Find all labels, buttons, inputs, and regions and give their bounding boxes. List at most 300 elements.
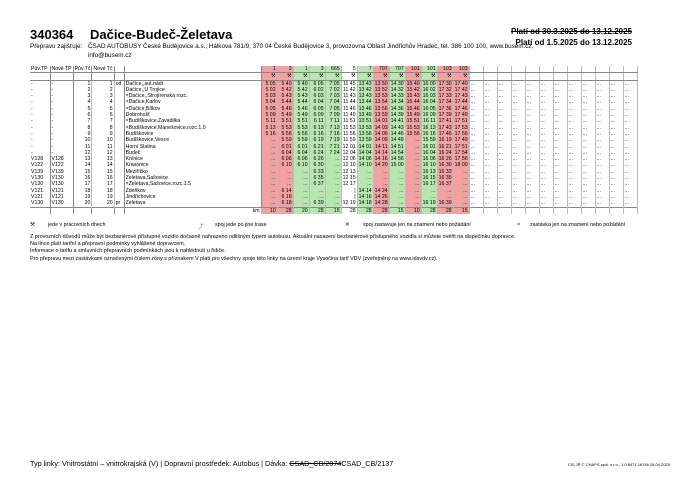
arr-dep-mark: od bbox=[114, 80, 124, 87]
departure-time: 12 13 bbox=[342, 168, 356, 175]
departure-time: 14 24 bbox=[374, 187, 388, 194]
departure-time: 6 21 bbox=[309, 144, 325, 150]
col-header: Pův.TP bbox=[30, 66, 50, 73]
empty-column: ... bbox=[567, 200, 581, 207]
empty-column: ... bbox=[567, 87, 581, 93]
departure-time: 11 44 bbox=[342, 99, 356, 106]
blank-cell bbox=[73, 207, 92, 214]
empty-column: ... bbox=[595, 156, 609, 162]
stop-name: Zdeňkov bbox=[124, 188, 261, 194]
empty-column: ... bbox=[595, 162, 609, 168]
empty-column: ... bbox=[497, 150, 511, 156]
empty-column: ... bbox=[553, 200, 567, 207]
empty-column: ... bbox=[609, 194, 623, 200]
empty-column: ... bbox=[469, 156, 483, 162]
departure-time: 17 44 bbox=[454, 99, 468, 106]
departure-time: ... bbox=[405, 169, 421, 175]
empty-column: ... bbox=[469, 93, 483, 99]
empty-column: ... bbox=[581, 137, 595, 143]
empty-column: ... bbox=[553, 162, 567, 168]
empty-column: ... bbox=[539, 93, 553, 99]
departure-time: ... bbox=[405, 188, 421, 194]
zone-old: - bbox=[30, 137, 50, 143]
blank-cell bbox=[114, 66, 124, 73]
departure-time: ... bbox=[325, 181, 341, 187]
stop-index-old: 11 bbox=[73, 144, 92, 150]
departure-time: ... bbox=[405, 144, 421, 150]
departure-time: 11 51 bbox=[342, 118, 356, 125]
empty-column: ... bbox=[567, 131, 581, 137]
empty-column: ... bbox=[539, 162, 553, 168]
km-row bbox=[30, 207, 637, 214]
empty-column: ... bbox=[553, 131, 567, 137]
empty-column: ... bbox=[483, 150, 497, 156]
stop-index-new: 1 bbox=[92, 80, 114, 87]
col-header: Pův.Tč bbox=[74, 66, 91, 72]
carrier-info bbox=[30, 42, 630, 60]
departure-time: 16 35 bbox=[438, 175, 452, 182]
empty-column: ... bbox=[609, 93, 623, 99]
departure-time: 17 43 bbox=[438, 124, 452, 131]
departure-time: 5 46 bbox=[293, 106, 309, 112]
empty-column: ... bbox=[539, 150, 553, 156]
empty-column bbox=[567, 66, 581, 73]
legend-request-trip: spoj zastavuje jen na znamení nebo požádání bbox=[363, 222, 471, 228]
empty-column: ... bbox=[483, 144, 497, 150]
header-row bbox=[30, 66, 637, 73]
footer-prefix: Typ linky: Vnitrostátní – vnitrokrajská (V) | Dopravní prostředek: Autobus | Dávka: bbox=[30, 459, 290, 468]
departure-time: 5 09 bbox=[261, 112, 277, 118]
departure-time: 5 46 bbox=[277, 106, 293, 112]
empty-column: ... bbox=[525, 131, 539, 137]
empty-column: ... bbox=[469, 169, 483, 175]
empty-column bbox=[469, 66, 483, 73]
empty-column: ... bbox=[511, 137, 525, 143]
departure-time: 11 56 bbox=[342, 130, 356, 137]
stop-index-old: 12 bbox=[73, 150, 92, 156]
blank-cell bbox=[50, 207, 73, 214]
empty-column: ... bbox=[539, 131, 553, 137]
departure-time: ... bbox=[261, 162, 277, 168]
empty-column: ... bbox=[595, 137, 609, 143]
departure-time: 6 05 bbox=[309, 80, 325, 87]
empty-column: ... bbox=[581, 99, 595, 105]
departure-time: 6 30 bbox=[309, 162, 325, 168]
departure-time: 7 02 bbox=[325, 87, 341, 93]
empty-column: ... bbox=[497, 106, 511, 112]
empty-column: ... bbox=[623, 156, 637, 162]
stop-name: Jindřichovice bbox=[124, 194, 261, 200]
empty-column: ... bbox=[511, 106, 525, 112]
empty-column: ... bbox=[469, 87, 483, 93]
empty-column bbox=[609, 66, 623, 73]
departure-time: 5 59 bbox=[277, 137, 293, 143]
stop-index-new: 10 bbox=[92, 137, 114, 143]
departure-time: 17 46 bbox=[454, 105, 468, 112]
zone-new: - bbox=[50, 125, 73, 131]
zone-new: V130 bbox=[50, 175, 73, 181]
empty-column: ... bbox=[623, 194, 637, 200]
empty-column bbox=[511, 207, 525, 214]
empty-column: ... bbox=[553, 175, 567, 181]
empty-column: ... bbox=[539, 80, 553, 87]
departure-time: 14 01 bbox=[374, 118, 388, 125]
empty-column bbox=[609, 207, 623, 214]
empty-column: ... bbox=[525, 156, 539, 162]
empty-column: ... bbox=[483, 194, 497, 200]
departure-time: 16 10 bbox=[422, 162, 436, 169]
stop-index-new: 9 bbox=[92, 131, 114, 137]
empty-column: ... bbox=[581, 93, 595, 99]
stop-name: Želetava,Šašovice bbox=[124, 175, 261, 181]
empty-column: ... bbox=[497, 112, 511, 118]
departure-time: ... bbox=[261, 194, 277, 200]
empty-column: ... bbox=[567, 188, 581, 194]
empty-column: ... bbox=[553, 99, 567, 105]
zone-old: - bbox=[30, 99, 50, 105]
empty-column bbox=[553, 207, 567, 214]
km-value: 28 bbox=[309, 207, 325, 214]
departure-time: 11 46 bbox=[342, 105, 356, 112]
departure-time: 14 56 bbox=[390, 156, 404, 163]
validity-old: Platí od 30.3.2025 do 13.12.2025 bbox=[511, 27, 632, 36]
departure-time: ... bbox=[453, 181, 469, 187]
stop-index-new: 20 bbox=[92, 200, 114, 207]
empty-column: ... bbox=[567, 150, 581, 156]
empty-column: ... bbox=[469, 118, 483, 124]
empty-column bbox=[497, 66, 511, 73]
departure-time: ... bbox=[261, 156, 277, 162]
empty-column: ... bbox=[567, 99, 581, 105]
trip-number: 665 bbox=[325, 66, 341, 73]
empty-column: ... bbox=[497, 125, 511, 131]
stop-index-old: 16 bbox=[73, 175, 92, 181]
empty-column: ... bbox=[609, 80, 623, 87]
zone-old: V121 bbox=[30, 188, 50, 194]
empty-column: ... bbox=[483, 125, 497, 131]
stop-index-old: 19 bbox=[73, 194, 92, 200]
departure-time: 15 56 bbox=[406, 130, 420, 137]
empty-column: ... bbox=[483, 181, 497, 187]
departure-time: 7 09 bbox=[325, 112, 341, 118]
stop-index-new: 7 bbox=[92, 118, 114, 124]
empty-column: ... bbox=[609, 118, 623, 124]
empty-column: ... bbox=[581, 181, 595, 187]
zone-old: - bbox=[30, 144, 50, 150]
empty-column: ... bbox=[623, 118, 637, 124]
stop-name: Budíškovice,Vesce bbox=[124, 137, 261, 143]
departure-time: 15 46 bbox=[406, 105, 420, 112]
zone-new: V121 bbox=[50, 188, 73, 194]
departure-time: 5 56 bbox=[293, 131, 309, 137]
departure-time: 14 14 bbox=[358, 187, 372, 194]
empty-column: ... bbox=[595, 93, 609, 99]
empty-column: ... bbox=[525, 112, 539, 118]
departure-time: ... bbox=[453, 169, 469, 175]
departure-time: 17 40 bbox=[454, 80, 468, 87]
empty-column: ... bbox=[539, 99, 553, 105]
departure-time: 14 11 bbox=[374, 143, 388, 150]
line-name: Dačice-Budeč-Želetava bbox=[90, 27, 233, 42]
empty-column: ... bbox=[553, 112, 567, 118]
km-value: 28 bbox=[373, 207, 389, 214]
empty-column: ... bbox=[525, 93, 539, 99]
empty-column: ... bbox=[483, 137, 497, 143]
departure-time: 17 41 bbox=[438, 118, 452, 125]
trip-number: 3 bbox=[277, 66, 293, 73]
departure-time: 12 15 bbox=[342, 175, 356, 182]
empty-column: ... bbox=[609, 106, 623, 112]
departure-time: 6 16 bbox=[277, 194, 293, 200]
departure-time: ... bbox=[405, 181, 421, 187]
zone-new: - bbox=[50, 131, 73, 137]
empty-column: ... bbox=[567, 169, 581, 175]
departure-time: 12 01 bbox=[342, 143, 356, 150]
departure-time: 7 11 bbox=[325, 118, 341, 124]
departure-time: 16 13 bbox=[422, 124, 436, 131]
departure-time: 6 10 bbox=[293, 162, 309, 168]
empty-column: ... bbox=[511, 150, 525, 156]
stop-index-old: 1 bbox=[73, 80, 92, 87]
notes bbox=[30, 234, 670, 263]
departure-time: 6 04 bbox=[293, 150, 309, 156]
stop-index-old: 17 bbox=[73, 181, 92, 187]
departure-time: 14 49 bbox=[390, 137, 404, 144]
departure-time: 5 42 bbox=[277, 87, 293, 93]
carrier-label: Přepravu zajišťuje: bbox=[30, 43, 83, 50]
departure-time: 15 44 bbox=[406, 99, 420, 106]
departure-time: | bbox=[341, 188, 357, 194]
empty-column: ... bbox=[567, 175, 581, 181]
departure-time: 14 06 bbox=[374, 130, 388, 137]
departure-time: ... bbox=[421, 194, 437, 200]
empty-column: ... bbox=[567, 112, 581, 118]
departure-time: ... bbox=[373, 169, 389, 175]
departure-time: 16 15 bbox=[422, 175, 436, 182]
km-value: 28 bbox=[277, 207, 293, 214]
zone-old: - bbox=[30, 150, 50, 156]
workday-icon: ⚒ bbox=[309, 73, 325, 80]
departure-time: 6 10 bbox=[277, 162, 293, 168]
empty-column: ... bbox=[567, 106, 581, 112]
note: Informace o tarifu a smluvních přepravních podmínkách jsou k nahlédnutí u řidiče. bbox=[30, 248, 226, 255]
departure-time: 6 35 bbox=[309, 175, 325, 181]
empty-column: ... bbox=[469, 112, 483, 118]
empty-column: ... bbox=[553, 156, 567, 162]
empty-column: ... bbox=[469, 80, 483, 87]
departure-time: ... bbox=[293, 169, 309, 175]
empty-column: ... bbox=[497, 87, 511, 93]
departure-time: 7 24 bbox=[325, 150, 341, 156]
empty-column: ... bbox=[623, 80, 637, 87]
validity-new: Platí od 1.5.2025 do 13.12.2025 bbox=[515, 38, 632, 47]
zone-new: - bbox=[50, 87, 73, 93]
empty-column: ... bbox=[581, 162, 595, 168]
stop-name: Dačice,,U Trojice bbox=[124, 87, 261, 93]
empty-column bbox=[539, 73, 553, 80]
empty-column: ... bbox=[623, 150, 637, 156]
departure-time: 5 43 bbox=[277, 93, 293, 99]
blank-cell bbox=[92, 207, 114, 214]
empty-column: ... bbox=[553, 169, 567, 175]
empty-column: ... bbox=[511, 175, 525, 181]
empty-column: ... bbox=[581, 131, 595, 137]
col-header: Nové TP bbox=[51, 66, 72, 72]
empty-column: ... bbox=[497, 156, 511, 162]
departure-time: 14 33 bbox=[390, 93, 404, 100]
empty-column bbox=[511, 66, 525, 73]
departure-time: ... bbox=[405, 194, 421, 200]
empty-column: ... bbox=[483, 162, 497, 168]
departure-time: 5 40 bbox=[293, 80, 309, 87]
empty-column: ... bbox=[511, 200, 525, 207]
empty-column: ... bbox=[525, 144, 539, 150]
departure-time: ... bbox=[453, 200, 469, 207]
empty-column: ... bbox=[511, 181, 525, 187]
departure-time: 5 44 bbox=[293, 99, 309, 105]
empty-column: ... bbox=[553, 181, 567, 187]
zone-new: - bbox=[50, 112, 73, 118]
departure-time: 17 30 bbox=[438, 80, 452, 87]
departure-time: 5 51 bbox=[277, 118, 293, 124]
stop-name: ×Dačice,,Strojírenská rozc. bbox=[124, 93, 261, 99]
empty-column: ... bbox=[581, 194, 595, 200]
trip-number: 1 bbox=[293, 66, 309, 73]
departure-time: ... bbox=[325, 200, 341, 207]
empty-column: ... bbox=[609, 162, 623, 168]
departure-time: 15 59 bbox=[422, 137, 436, 144]
departure-time: 12 17 bbox=[342, 181, 356, 188]
departure-time: ... bbox=[293, 188, 309, 194]
empty-column: ... bbox=[595, 80, 609, 87]
empty-column: ... bbox=[623, 181, 637, 187]
empty-column bbox=[497, 73, 511, 80]
empty-column: ... bbox=[553, 118, 567, 124]
empty-column: ... bbox=[483, 200, 497, 207]
departure-time: 16 24 bbox=[438, 149, 452, 156]
departure-time: ... bbox=[405, 162, 421, 168]
departure-time: ... bbox=[277, 169, 293, 175]
departure-time: ... bbox=[325, 162, 341, 168]
empty-column: ... bbox=[581, 150, 595, 156]
empty-column: ... bbox=[539, 144, 553, 150]
empty-column: ... bbox=[469, 131, 483, 137]
footer bbox=[30, 459, 393, 468]
departure-time: 16 01 bbox=[422, 143, 436, 150]
stop-index-old: 2 bbox=[73, 87, 92, 93]
empty-column bbox=[483, 66, 497, 73]
departure-time: 13 59 bbox=[358, 137, 372, 144]
empty-column: ... bbox=[581, 125, 595, 131]
departure-time: ... bbox=[261, 200, 277, 207]
departure-time: 11 45 bbox=[342, 80, 356, 87]
departure-time: 14 16 bbox=[374, 156, 388, 163]
empty-column: ... bbox=[595, 188, 609, 194]
empty-column: ... bbox=[609, 87, 623, 93]
empty-column: ... bbox=[525, 80, 539, 87]
carrier-line2: info@busem.cz bbox=[88, 52, 132, 59]
zone-new: - bbox=[50, 137, 73, 143]
request-stop-icon: × bbox=[517, 222, 521, 228]
departure-time: 13 46 bbox=[358, 105, 372, 112]
blank-cell bbox=[73, 73, 92, 80]
departure-time: 16 33 bbox=[438, 168, 452, 175]
zone-new: V121 bbox=[50, 194, 73, 200]
stop-index-old: 10 bbox=[73, 137, 92, 143]
empty-column: ... bbox=[525, 188, 539, 194]
departure-time: 5 56 bbox=[277, 131, 293, 137]
departure-time: ... bbox=[453, 175, 469, 181]
departure-time: 7 03 bbox=[325, 93, 341, 99]
empty-column: ... bbox=[497, 137, 511, 143]
stop-index-old: 3 bbox=[73, 93, 92, 99]
empty-column: ... bbox=[539, 194, 553, 200]
empty-column: ... bbox=[469, 150, 483, 156]
empty-column: ... bbox=[539, 169, 553, 175]
empty-column: ... bbox=[595, 181, 609, 187]
empty-column: ... bbox=[539, 188, 553, 194]
workday-icon: ⚒ bbox=[341, 73, 357, 80]
empty-column: ... bbox=[483, 112, 497, 118]
footer-new-batch: CSAD_CB/2137 bbox=[341, 459, 394, 468]
blank-cell bbox=[114, 73, 124, 80]
departure-time: ... bbox=[389, 169, 405, 175]
stop-index-old: 14 bbox=[73, 162, 92, 168]
empty-column: ... bbox=[497, 93, 511, 99]
empty-column: ... bbox=[483, 169, 497, 175]
empty-column: ... bbox=[483, 99, 497, 105]
departure-time: ... bbox=[325, 188, 341, 194]
stop-name: ×Dačice,Karlov bbox=[124, 99, 261, 105]
km-label: km bbox=[124, 207, 261, 214]
zone-old: V130 bbox=[30, 175, 50, 181]
departure-time: 5 13 bbox=[261, 125, 277, 131]
empty-column: ... bbox=[623, 188, 637, 194]
departure-time: 15 43 bbox=[406, 93, 420, 100]
empty-column bbox=[483, 73, 497, 80]
empty-column: ... bbox=[595, 112, 609, 118]
empty-column bbox=[553, 73, 567, 80]
departure-time: 15 40 bbox=[406, 80, 420, 87]
empty-column: ... bbox=[609, 144, 623, 150]
blank-cell bbox=[92, 73, 114, 80]
stop-index-new: 14 bbox=[92, 162, 114, 168]
timetable bbox=[30, 66, 638, 214]
empty-column: ... bbox=[469, 200, 483, 207]
legend-workday: jede v pracovních dnech bbox=[48, 222, 106, 228]
departure-time: 11 43 bbox=[342, 93, 356, 100]
departure-time: 16 09 bbox=[422, 112, 436, 119]
departure-time: 16 19 bbox=[438, 137, 452, 144]
empty-column: ... bbox=[483, 80, 497, 87]
zone-new: - bbox=[50, 99, 73, 105]
empty-column: ... bbox=[497, 181, 511, 187]
departure-time: 6 18 bbox=[277, 200, 293, 207]
empty-column: ... bbox=[525, 106, 539, 112]
empty-column: ... bbox=[609, 150, 623, 156]
stop-index-new: 3 bbox=[92, 93, 114, 99]
departure-time: 13 44 bbox=[358, 99, 372, 106]
km-value: 15 bbox=[389, 207, 405, 214]
empty-column: ... bbox=[497, 188, 511, 194]
departure-time: 17 42 bbox=[454, 86, 468, 93]
empty-column: ... bbox=[497, 162, 511, 168]
stop-name: ×Želetava,Šašovice,rozc.1.5 bbox=[124, 181, 261, 187]
empty-column: ... bbox=[511, 118, 525, 124]
empty-column: ... bbox=[511, 131, 525, 137]
empty-column: ... bbox=[525, 125, 539, 131]
departure-time: ... bbox=[437, 194, 453, 200]
